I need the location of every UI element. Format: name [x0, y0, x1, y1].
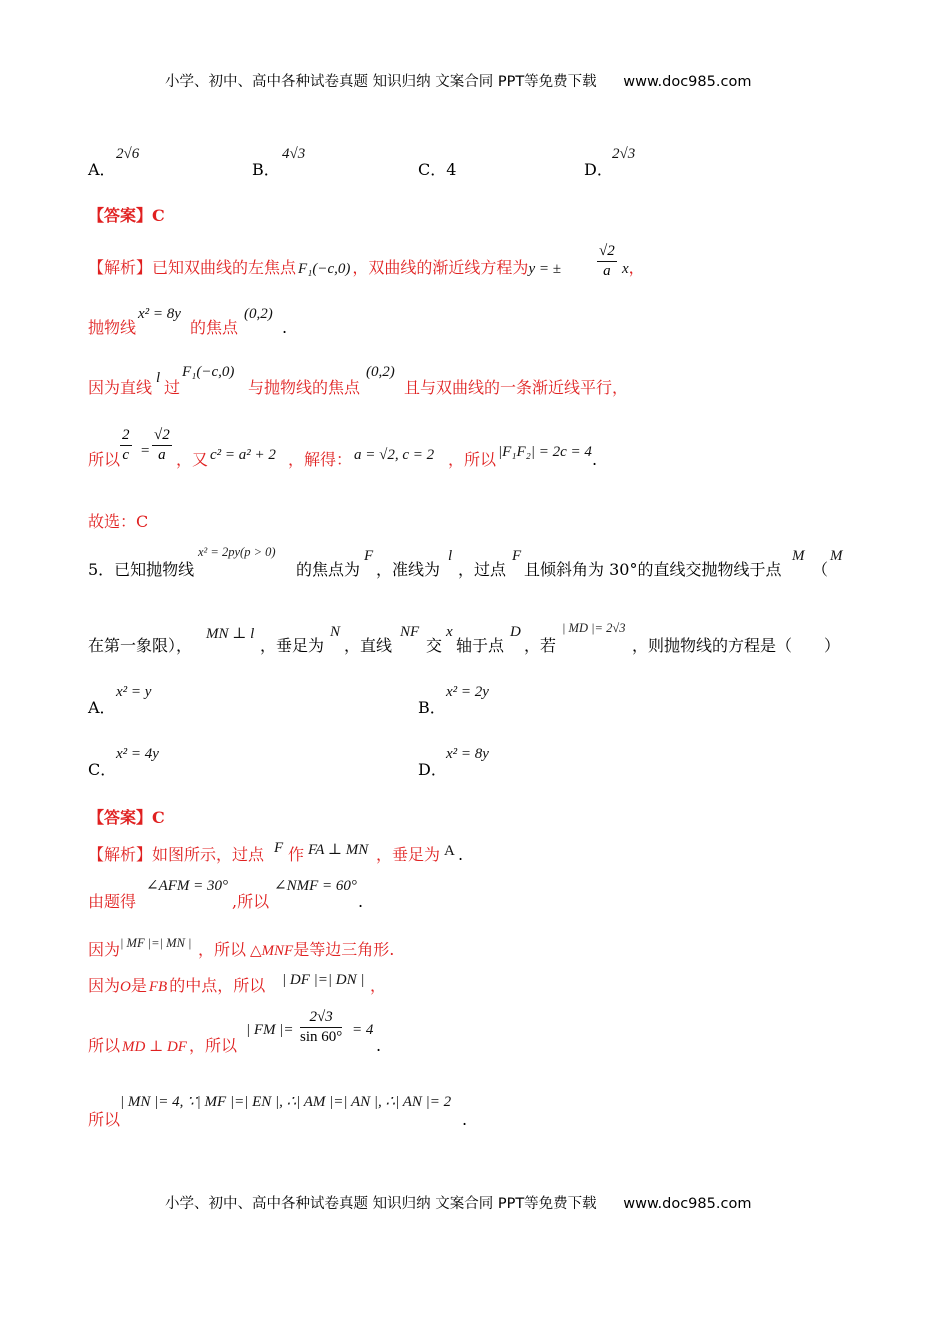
analysis1-line4-math3: |F₁F₂| = 2c = 4 — [498, 444, 592, 460]
analysis1-line3-c: 与抛物线的焦点 — [248, 378, 361, 397]
analysis1-line1-fraction: $\frac{√2}{a}$ — [599, 243, 615, 279]
analysis1-line2-c: . — [282, 318, 288, 337]
q5-option-a-math: x² = y — [116, 684, 152, 700]
q5-option-b: B． — [418, 698, 446, 717]
analysis1-line4-math1: c² = a² + 2 — [210, 447, 276, 463]
footer-url[interactable]: www.doc985.com — [623, 1196, 752, 1212]
analysis2-line1-math1: F — [274, 840, 284, 856]
analysis2-line3-a: 因为 — [88, 940, 121, 959]
q5-option-d-math: x² = 8y — [446, 746, 489, 762]
analysis2-line5-fraction: $\frac{2√3}{\sin 60^\circ}$ — [300, 1009, 343, 1045]
analysis2-line2-math1: ∠AFM = 30° — [146, 878, 229, 894]
question5-line2-e: 轴于点 — [456, 636, 505, 655]
analysis2-line2-a: 由题得 — [88, 892, 137, 911]
analysis1-line2: 抛物线 — [88, 318, 137, 337]
question5-line1-c: ，准线为 — [376, 560, 441, 579]
conclusion-1: 故选：C — [88, 512, 149, 531]
analysis1-line4-eq: = — [140, 443, 151, 459]
page-footer — [165, 1192, 751, 1213]
question5-line1-math4: F — [512, 548, 522, 564]
analysis1-line3-math1: l — [156, 370, 161, 386]
analysis1-line4-e: . — [592, 450, 598, 469]
analysis2-line1-c: ，垂足为 — [376, 845, 441, 864]
option-b-prev-math: 4√3 — [282, 146, 306, 162]
analysis1-line4-c: ，解得： — [288, 450, 353, 469]
question5-line2-math2: N — [330, 624, 341, 640]
analysis2-line1-math2: FA ⊥ MN — [308, 842, 369, 858]
analysis2-line5: 所以 MD ⊥ DF ，所以 — [88, 1036, 237, 1055]
analysis2-line2-b: ,所以 — [232, 892, 270, 911]
analysis1-line4-math2: a = √2, c = 2 — [354, 447, 435, 463]
question5-line2-a: 在第一象限）， — [88, 636, 193, 655]
question5-line2-math6: | MD |= 2√3 — [562, 621, 626, 635]
header-text: 小学、初中、高中各种试卷真题 知识归纳 文案合同 PPT等免费下载 — [165, 74, 597, 90]
q5-option-d: D． — [418, 760, 447, 779]
analysis2-line6-math1: | MN |= 4, ∵| MF |=| EN |, ∴| AM |=| AN |, ∴| AN |= 2 — [120, 1094, 452, 1110]
question5-line1-math5: M — [792, 548, 805, 564]
question5-line1-math2: F — [364, 548, 374, 564]
q5-option-b-math: x² = 2y — [446, 684, 489, 700]
analysis2-line5-math3: = 4 — [352, 1022, 374, 1038]
analysis2-line4-d: ， — [370, 976, 387, 995]
analysis1-line3: 因为直线 — [88, 378, 153, 397]
analysis1-line4-d: ，所以 — [448, 450, 497, 469]
analysis2-line2-math2: ∠NMF = 60° — [274, 878, 357, 894]
question5-line1-math1: x² = 2py(p > 0) — [198, 545, 276, 559]
analysis1-line2-b: 的焦点 — [190, 318, 239, 337]
analysis1-line4-frac2: $\frac{√2}{a}$ — [154, 427, 170, 463]
q5-option-c-math: x² = 4y — [116, 746, 159, 762]
question5-line1-math6: M — [830, 548, 843, 564]
answer-label-1: 【答案】C — [88, 206, 165, 225]
analysis1-line4-frac1: $\frac{2}{c}$ — [122, 427, 130, 463]
analysis2-line5-c: . — [376, 1036, 382, 1055]
analysis2-line1-math3: A — [444, 843, 455, 859]
option-a-prev: A． — [88, 160, 116, 179]
question5-line2-b: ，垂足为 — [260, 636, 325, 655]
question5-line2-math5: D — [510, 624, 521, 640]
analysis2-line3-b: ，所以 — [198, 940, 247, 959]
question5-line2-f: ，若 — [524, 636, 557, 655]
question5-line1-math3: l — [448, 548, 453, 564]
question5-line2-math3: NF — [400, 624, 420, 640]
question5-line1-b: 的焦点为 — [296, 560, 361, 579]
header-url[interactable]: www.doc985.com — [623, 74, 752, 90]
question5-line2-d: 交 — [426, 636, 443, 655]
analysis2-line3-math1: | MF |=| MN | — [120, 936, 192, 950]
question5-line1-e: 且倾斜角为 30°的直线交抛物线于点 — [524, 560, 782, 579]
analysis1-line3-b: 过 — [164, 378, 181, 397]
page-header — [165, 70, 751, 91]
question5-line1-f: （ — [812, 560, 829, 579]
question5-line1-d: ，过点 — [458, 560, 507, 579]
answer-label-2: 【答案】C — [88, 808, 165, 827]
analysis2-line1-d: . — [458, 845, 464, 864]
q5-option-a: A． — [88, 698, 116, 717]
option-b-prev: B． — [252, 160, 280, 179]
analysis2-line6-b: . — [462, 1110, 468, 1129]
analysis1-line3-math3: (0,2) — [366, 364, 395, 380]
analysis2-line6-a: 所以 — [88, 1110, 121, 1129]
analysis2-line5-math2: | FM |= — [246, 1022, 294, 1038]
question5-line2-math1: MN ⊥ l — [206, 626, 255, 642]
analysis2-line3-math2: △MNF是等边三角形. — [250, 940, 395, 959]
q5-option-c: C． — [88, 760, 117, 779]
question5-line2-g: ，则抛物线的方程是（ ） — [632, 636, 841, 655]
option-d-prev-math: 2√3 — [612, 146, 636, 162]
analysis1-line4-a: 所以 — [88, 450, 121, 469]
analysis2-line1-b: 作 — [288, 845, 305, 864]
analysis2-line4: 因为O是 FB 的中点，所以 — [88, 976, 266, 995]
question5-line1-a: 5．已知抛物线 — [88, 560, 195, 579]
analysis1-line2-math2: (0,2) — [244, 306, 273, 322]
option-a-prev-math: 2√6 — [116, 146, 140, 162]
option-c-prev: C．4 — [418, 160, 457, 179]
option-d-prev: D． — [584, 160, 613, 179]
question5-line2-math4: x — [446, 624, 453, 640]
analysis1-line2-math1: x² = 8y — [138, 306, 181, 322]
analysis1-line1-tail: x， — [622, 258, 645, 277]
analysis2-line2-c: . — [358, 892, 364, 911]
analysis2-line1-a: 【解析】如图所示，过点 — [88, 845, 265, 864]
footer-text: 小学、初中、高中各种试卷真题 知识归纳 文案合同 PPT等免费下载 — [165, 1196, 597, 1212]
analysis1-line3-d: 且与双曲线的一条渐近线平行， — [404, 378, 629, 397]
analysis2-line4-math3: | DF |=| DN | — [282, 972, 365, 988]
analysis1-line4-b: ，又 — [176, 450, 209, 469]
question5-line2-c: ，直线 — [344, 636, 393, 655]
analysis1-line1: 【解析】已知双曲线的左焦点 F₁(−c,0) ，双曲线的渐近线方程为y = ± — [88, 258, 561, 277]
analysis1-line3-math2: F₁(−c,0) — [182, 364, 235, 380]
